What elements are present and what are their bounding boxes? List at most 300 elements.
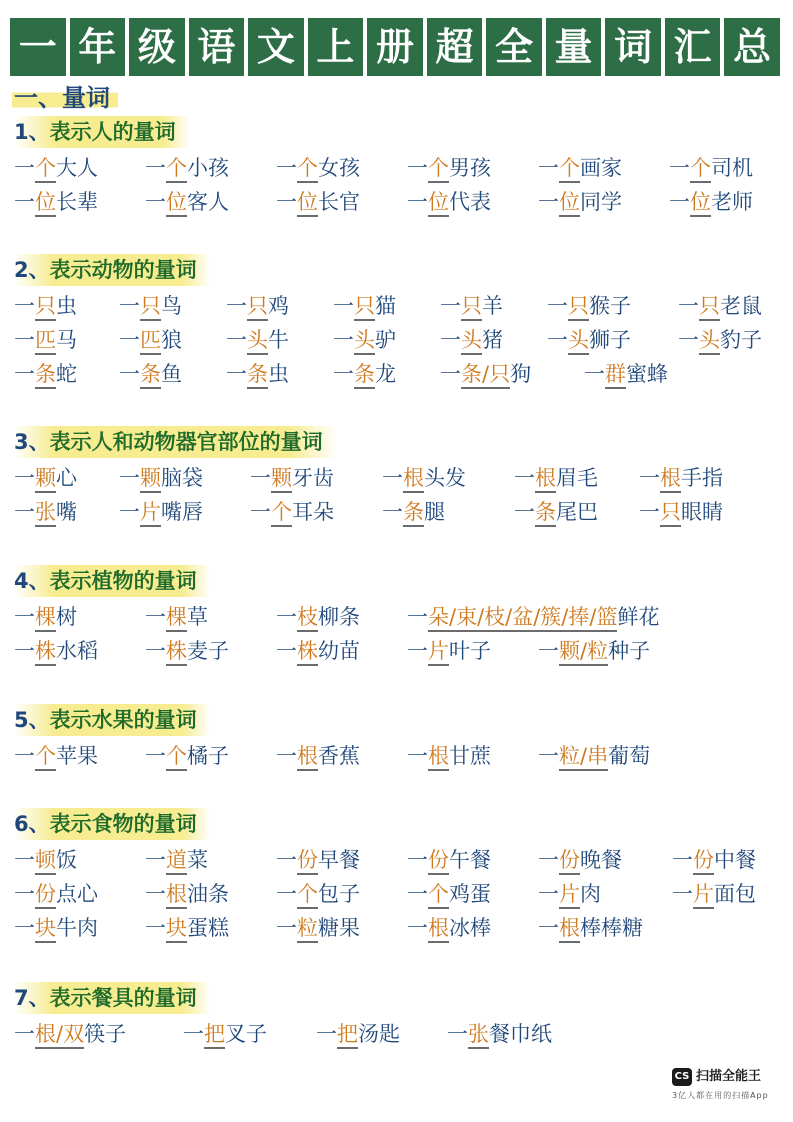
measure-phrase xyxy=(276,740,360,773)
measure-word: 个 xyxy=(166,155,187,183)
section-title xyxy=(14,704,211,736)
measure-phrase xyxy=(407,186,491,219)
noun: 中餐 xyxy=(714,848,756,872)
measure-phrase xyxy=(145,635,229,668)
section-3 xyxy=(14,426,784,524)
measure-word: 个 xyxy=(428,881,449,909)
measure-word: 个 xyxy=(428,155,449,183)
noun: 同学 xyxy=(580,190,622,214)
noun: 糖果 xyxy=(318,916,360,940)
noun: 狮子 xyxy=(589,328,631,352)
noun: 叶子 xyxy=(449,639,491,663)
measure-phrase xyxy=(14,1018,126,1051)
measure-phrase xyxy=(538,635,650,668)
measure-phrase xyxy=(14,324,77,357)
measure-phrase xyxy=(145,878,229,911)
measure-word: 个 xyxy=(35,743,56,771)
noun: 猫 xyxy=(375,294,396,318)
measure-word: 朵/束/枝/盆/簇/捧/篮 xyxy=(428,604,617,632)
prefix-one: 一 xyxy=(407,916,428,940)
prefix-one: 一 xyxy=(678,294,699,318)
measure-word: 根 xyxy=(535,465,556,493)
prefix-one: 一 xyxy=(145,916,166,940)
noun: 长辈 xyxy=(56,190,98,214)
prefix-one: 一 xyxy=(14,156,35,180)
measure-phrase xyxy=(14,358,77,391)
measure-phrase xyxy=(547,290,631,323)
measure-phrase xyxy=(440,290,503,323)
noun: 鸡 xyxy=(268,294,289,318)
title-char: 一 xyxy=(10,18,66,76)
measure-phrase xyxy=(407,635,491,668)
noun: 小孩 xyxy=(187,156,229,180)
measure-word: 只 xyxy=(461,293,482,321)
measure-phrase xyxy=(14,462,77,495)
title-char: 总 xyxy=(724,18,780,76)
prefix-one: 一 xyxy=(14,362,35,386)
prefix-one: 一 xyxy=(14,605,35,629)
measure-word: 位 xyxy=(559,189,580,217)
section-title-text: 表示人的量词 xyxy=(49,120,176,144)
noun: 狼 xyxy=(161,328,182,352)
measure-word: 株 xyxy=(35,638,56,666)
noun: 牛 xyxy=(268,328,289,352)
measure-phrase xyxy=(250,496,334,529)
prefix-one: 一 xyxy=(538,882,559,906)
noun: 鸟 xyxy=(161,294,182,318)
section-title-text: 表示人和动物器官部位的量词 xyxy=(49,430,323,454)
noun: 幼苗 xyxy=(318,639,360,663)
noun: 午餐 xyxy=(449,848,491,872)
prefix-one: 一 xyxy=(276,190,297,214)
measure-phrase xyxy=(382,462,466,495)
prefix-one: 一 xyxy=(447,1022,468,1046)
measure-phrase xyxy=(250,462,334,495)
noun: 菜 xyxy=(187,848,208,872)
title-char: 语 xyxy=(189,18,245,76)
prefix-one: 一 xyxy=(514,500,535,524)
prefix-one: 一 xyxy=(440,362,461,386)
section-1 xyxy=(14,116,784,214)
measure-phrase xyxy=(145,186,229,219)
measure-phrase xyxy=(183,1018,267,1051)
section-number: 6、 xyxy=(14,812,50,836)
noun: 狗 xyxy=(510,362,532,386)
noun: 头发 xyxy=(424,466,466,490)
measure-phrase xyxy=(276,912,360,945)
measure-phrase xyxy=(316,1018,400,1051)
scanner-watermark xyxy=(672,1068,782,1104)
prefix-one: 一 xyxy=(407,605,428,629)
noun: 嘴唇 xyxy=(161,500,203,524)
section-number: 5、 xyxy=(14,708,50,732)
measure-word: 只 xyxy=(35,293,56,321)
section-title-text: 表示食物的量词 xyxy=(49,812,197,836)
noun: 猪 xyxy=(482,328,503,352)
measure-phrase xyxy=(119,462,203,495)
measure-word: 个 xyxy=(271,499,292,527)
noun: 豹子 xyxy=(720,328,762,352)
noun: 客人 xyxy=(187,190,229,214)
prefix-one: 一 xyxy=(538,190,559,214)
prefix-one: 一 xyxy=(226,362,247,386)
section-title-text: 表示水果的量词 xyxy=(49,708,197,732)
prefix-one: 一 xyxy=(538,848,559,872)
measure-phrase xyxy=(226,358,289,391)
measure-phrase xyxy=(14,912,98,945)
section-2 xyxy=(14,254,784,386)
measure-phrase xyxy=(14,152,98,185)
prefix-one: 一 xyxy=(226,328,247,352)
noun: 包子 xyxy=(318,882,360,906)
part-heading: 一、量词 xyxy=(12,78,118,110)
cs-logo-icon: CS xyxy=(672,1068,692,1086)
measure-phrase xyxy=(584,358,668,391)
measure-phrase xyxy=(145,844,208,877)
title-char: 超 xyxy=(427,18,483,76)
noun: 柳条 xyxy=(318,605,360,629)
measure-phrase xyxy=(276,601,360,634)
prefix-one: 一 xyxy=(547,294,568,318)
section-number: 4、 xyxy=(14,569,50,593)
noun: 橘子 xyxy=(187,744,229,768)
noun: 猴子 xyxy=(589,294,631,318)
prefix-one: 一 xyxy=(407,744,428,768)
section-6 xyxy=(14,808,784,940)
measure-phrase xyxy=(538,186,622,219)
noun: 点心 xyxy=(56,882,98,906)
title-char: 年 xyxy=(70,18,126,76)
measure-phrase xyxy=(14,186,98,219)
noun: 手指 xyxy=(681,466,723,490)
prefix-one: 一 xyxy=(119,328,140,352)
prefix-one: 一 xyxy=(276,848,297,872)
measure-word: 根 xyxy=(428,915,449,943)
noun: 葡萄 xyxy=(608,744,651,768)
measure-word: 颗/粒 xyxy=(559,638,608,666)
measure-phrase xyxy=(407,601,659,634)
noun: 腿 xyxy=(424,500,445,524)
noun: 肉 xyxy=(580,882,601,906)
measure-word: 棵 xyxy=(166,604,187,632)
scanner-brand: 扫描全能王 xyxy=(696,1069,762,1084)
prefix-one: 一 xyxy=(145,190,166,214)
noun: 脑袋 xyxy=(161,466,203,490)
measure-phrase xyxy=(669,152,753,185)
section-title-text: 表示动物的量词 xyxy=(49,258,197,282)
measure-word: 个 xyxy=(559,155,580,183)
noun: 鲜花 xyxy=(617,605,660,629)
measure-phrase xyxy=(14,635,98,668)
measure-word: 匹 xyxy=(140,327,161,355)
noun: 冰棒 xyxy=(449,916,491,940)
prefix-one: 一 xyxy=(538,744,559,768)
measure-word: 只 xyxy=(660,499,681,527)
measure-phrase xyxy=(538,152,622,185)
measure-word: 条 xyxy=(35,361,56,389)
noun: 早餐 xyxy=(318,848,360,872)
measure-phrase xyxy=(669,186,753,219)
prefix-one: 一 xyxy=(333,294,354,318)
noun: 画家 xyxy=(580,156,622,180)
prefix-one: 一 xyxy=(276,882,297,906)
measure-phrase xyxy=(678,290,762,323)
measure-phrase xyxy=(119,290,182,323)
noun: 眼睛 xyxy=(681,500,723,524)
prefix-one: 一 xyxy=(547,328,568,352)
measure-word: 头 xyxy=(461,327,482,355)
measure-phrase xyxy=(639,496,723,529)
prefix-one: 一 xyxy=(276,605,297,629)
title-char: 词 xyxy=(605,18,661,76)
measure-phrase xyxy=(14,496,77,529)
noun: 牛肉 xyxy=(56,916,98,940)
noun: 蛇 xyxy=(56,362,77,386)
prefix-one: 一 xyxy=(440,294,461,318)
measure-phrase xyxy=(447,1018,552,1051)
prefix-one: 一 xyxy=(678,328,699,352)
measure-word: 头 xyxy=(568,327,589,355)
section-number: 1、 xyxy=(14,120,50,144)
measure-phrase xyxy=(145,912,229,945)
prefix-one: 一 xyxy=(14,916,35,940)
prefix-one: 一 xyxy=(14,294,35,318)
prefix-one: 一 xyxy=(250,466,271,490)
measure-phrase xyxy=(333,358,396,391)
measure-word: 条 xyxy=(403,499,424,527)
measure-word: 只 xyxy=(140,293,161,321)
section-4 xyxy=(14,565,784,663)
prefix-one: 一 xyxy=(407,882,428,906)
noun: 虫 xyxy=(56,294,77,318)
measure-word: 颗 xyxy=(271,465,292,493)
measure-word: 条 xyxy=(535,499,556,527)
measure-phrase xyxy=(145,601,208,634)
measure-word: 根 xyxy=(403,465,424,493)
noun: 老师 xyxy=(711,190,753,214)
prefix-one: 一 xyxy=(145,744,166,768)
measure-phrase xyxy=(407,152,491,185)
title-bar xyxy=(10,18,780,76)
prefix-one: 一 xyxy=(14,639,35,663)
noun: 心 xyxy=(56,466,77,490)
measure-word: 份 xyxy=(297,847,318,875)
prefix-one: 一 xyxy=(119,500,140,524)
noun: 甘蔗 xyxy=(449,744,491,768)
prefix-one: 一 xyxy=(14,848,35,872)
measure-phrase xyxy=(407,878,491,911)
measure-phrase xyxy=(14,740,98,773)
noun: 龙 xyxy=(375,362,396,386)
measure-phrase xyxy=(538,912,643,945)
prefix-one: 一 xyxy=(145,156,166,180)
section-title xyxy=(14,565,211,597)
measure-word: 位 xyxy=(35,189,56,217)
measure-word: 道 xyxy=(166,847,187,875)
section-title xyxy=(14,116,190,148)
measure-word: 匹 xyxy=(35,327,56,355)
measure-word: 头 xyxy=(699,327,720,355)
measure-word: 棵 xyxy=(35,604,56,632)
prefix-one: 一 xyxy=(333,328,354,352)
prefix-one: 一 xyxy=(276,156,297,180)
measure-word: 株 xyxy=(297,638,318,666)
prefix-one: 一 xyxy=(316,1022,337,1046)
measure-word: 粒/串 xyxy=(559,743,608,771)
prefix-one: 一 xyxy=(276,744,297,768)
measure-word: 条 xyxy=(140,361,161,389)
noun: 大人 xyxy=(56,156,98,180)
measure-word: 头 xyxy=(247,327,268,355)
measure-phrase xyxy=(514,496,598,529)
noun: 树 xyxy=(56,605,77,629)
noun: 棒棒糖 xyxy=(580,916,643,940)
noun: 油条 xyxy=(187,882,229,906)
measure-word: 根 xyxy=(660,465,681,493)
measure-word: 条/只 xyxy=(461,361,510,389)
measure-phrase xyxy=(407,844,491,877)
measure-word: 把 xyxy=(204,1021,225,1049)
measure-phrase xyxy=(672,878,756,911)
prefix-one: 一 xyxy=(145,882,166,906)
noun: 嘴 xyxy=(56,500,77,524)
measure-phrase xyxy=(119,358,182,391)
measure-phrase xyxy=(547,324,631,357)
noun: 耳朵 xyxy=(292,500,334,524)
prefix-one: 一 xyxy=(119,362,140,386)
noun: 尾巴 xyxy=(556,500,598,524)
prefix-one: 一 xyxy=(276,916,297,940)
prefix-one: 一 xyxy=(14,882,35,906)
prefix-one: 一 xyxy=(14,190,35,214)
measure-word: 份 xyxy=(428,847,449,875)
noun: 香蕉 xyxy=(318,744,360,768)
noun: 筷子 xyxy=(84,1022,127,1046)
measure-word: 群 xyxy=(605,361,626,389)
section-7 xyxy=(14,982,784,1046)
measure-word: 只 xyxy=(247,293,268,321)
measure-word: 个 xyxy=(297,155,318,183)
section-title xyxy=(14,808,211,840)
noun: 羊 xyxy=(482,294,503,318)
prefix-one: 一 xyxy=(145,605,166,629)
measure-word: 枝 xyxy=(297,604,318,632)
measure-word: 个 xyxy=(297,881,318,909)
prefix-one: 一 xyxy=(14,466,35,490)
noun: 蛋糕 xyxy=(187,916,229,940)
measure-word: 条 xyxy=(247,361,268,389)
measure-word: 头 xyxy=(354,327,375,355)
measure-phrase xyxy=(538,878,601,911)
measure-phrase xyxy=(14,601,77,634)
noun: 晚餐 xyxy=(580,848,622,872)
prefix-one: 一 xyxy=(440,328,461,352)
prefix-one: 一 xyxy=(14,1022,35,1046)
measure-word: 颗 xyxy=(35,465,56,493)
measure-phrase xyxy=(538,740,650,773)
noun: 女孩 xyxy=(318,156,360,180)
measure-word: 株 xyxy=(166,638,187,666)
measure-phrase xyxy=(382,496,445,529)
title-char: 汇 xyxy=(665,18,721,76)
section-number: 2、 xyxy=(14,258,50,282)
noun: 老鼠 xyxy=(720,294,762,318)
measure-word: 根 xyxy=(166,881,187,909)
noun: 苹果 xyxy=(56,744,98,768)
measure-word: 片 xyxy=(559,881,580,909)
measure-phrase xyxy=(538,844,622,877)
measure-word: 只 xyxy=(354,293,375,321)
noun: 水稻 xyxy=(56,639,98,663)
prefix-one: 一 xyxy=(639,500,660,524)
prefix-one: 一 xyxy=(145,848,166,872)
measure-word: 只 xyxy=(568,293,589,321)
measure-phrase xyxy=(678,324,762,357)
noun: 牙齿 xyxy=(292,466,334,490)
noun: 鱼 xyxy=(161,362,182,386)
measure-phrase xyxy=(119,496,203,529)
measure-phrase xyxy=(407,912,491,945)
title-char: 上 xyxy=(308,18,364,76)
measure-word: 位 xyxy=(166,189,187,217)
measure-word: 块 xyxy=(35,915,56,943)
prefix-one: 一 xyxy=(407,848,428,872)
prefix-one: 一 xyxy=(672,882,693,906)
measure-phrase xyxy=(14,844,77,877)
prefix-one: 一 xyxy=(669,156,690,180)
noun: 驴 xyxy=(375,328,396,352)
prefix-one: 一 xyxy=(145,639,166,663)
prefix-one: 一 xyxy=(672,848,693,872)
measure-word: 根/双 xyxy=(35,1021,84,1049)
prefix-one: 一 xyxy=(538,916,559,940)
prefix-one: 一 xyxy=(538,639,559,663)
measure-phrase xyxy=(440,324,503,357)
title-char: 级 xyxy=(129,18,185,76)
prefix-one: 一 xyxy=(382,466,403,490)
noun: 男孩 xyxy=(449,156,491,180)
title-char: 册 xyxy=(367,18,423,76)
section-title xyxy=(14,982,211,1014)
prefix-one: 一 xyxy=(333,362,354,386)
measure-word: 块 xyxy=(166,915,187,943)
measure-word: 根 xyxy=(428,743,449,771)
measure-word: 只 xyxy=(699,293,720,321)
measure-word: 位 xyxy=(690,189,711,217)
measure-word: 根 xyxy=(297,743,318,771)
measure-word: 个 xyxy=(35,155,56,183)
prefix-one: 一 xyxy=(183,1022,204,1046)
measure-word: 把 xyxy=(337,1021,358,1049)
title-char: 文 xyxy=(248,18,304,76)
noun: 麦子 xyxy=(187,639,229,663)
measure-phrase xyxy=(276,878,360,911)
prefix-one: 一 xyxy=(407,190,428,214)
measure-word: 份 xyxy=(35,881,56,909)
section-title xyxy=(14,426,337,458)
noun: 虫 xyxy=(268,362,289,386)
section-title-text: 表示餐具的量词 xyxy=(49,986,197,1010)
prefix-one: 一 xyxy=(119,466,140,490)
section-5 xyxy=(14,704,784,768)
measure-phrase xyxy=(14,290,77,323)
noun: 长官 xyxy=(318,190,360,214)
measure-word: 份 xyxy=(559,847,580,875)
noun: 马 xyxy=(56,328,77,352)
measure-phrase xyxy=(119,324,182,357)
measure-phrase xyxy=(276,186,360,219)
measure-word: 片 xyxy=(140,499,161,527)
